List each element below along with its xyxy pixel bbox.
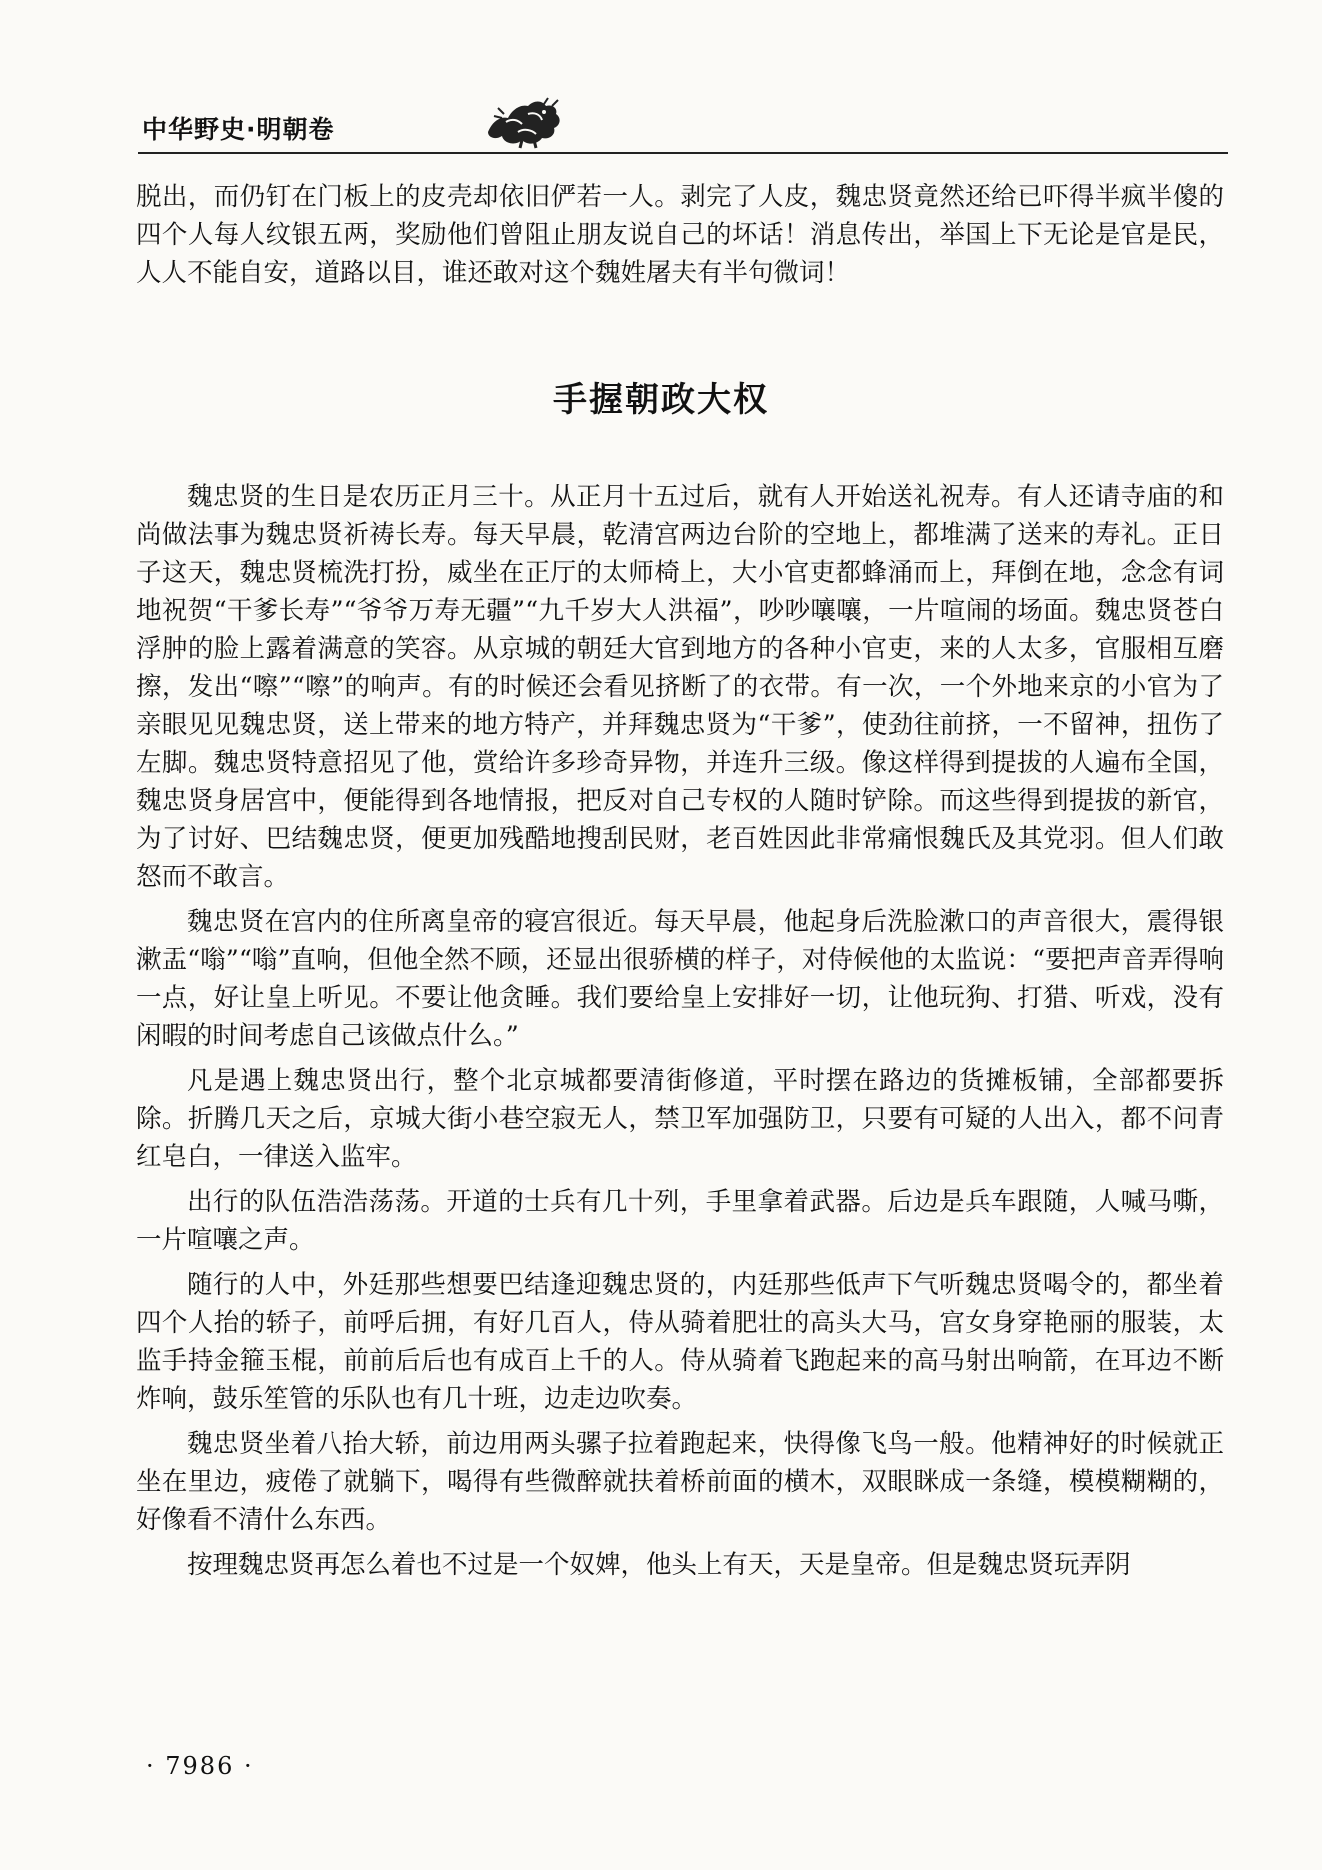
paragraph: 出行的队伍浩浩荡荡。开道的士兵有几十列，手里拿着武器。后边是兵车跟随，人喊马嘶，一片喧嚷之声。	[136, 1187, 1224, 1255]
book-title: 中华野史·明朝卷	[142, 115, 335, 144]
paragraph: 魏忠贤的生日是农历正月三十。从正月十五过后，就有人开始送礼祝寿。有人还请寺庙的和尚做法事为魏忠贤祈祷长寿。每天早晨，乾清宫两边台阶的空地上，都堆满了送来的寿礼。正日子这天，魏忠贤梳洗打扮，威坐在正厅的太师椅上，大小官吏都蜂涌而上，拜倒在地，念念有词地祝贺“干爹长寿”“爷爷万寿无疆”“九千岁大人洪福”，吵吵嚷嚷，一片喧闹的场面。魏忠贤苍白浮肿的脸上露着满意的笑容。从京城的朝廷大官到地方的各种小官吏，来的人太多，官服相互磨擦，发出“嚓”“嚓”的响声。有的时候还会看见挤断了的衣带。有一次，一个外地来京的小官为了亲眼见见魏忠贤，送上带来的地方特产，并拜魏忠贤为“干爹”，使劲往前挤，一不留神，扭伤了左脚。魏忠贤特意招见了他，赏给许多珍奇异物，并连升三级。像这样得到提拔的人遍布全国，魏忠贤身居宫中，便能得到各地情报，把反对自己专权的人随时铲除。而这些得到提拔的新官，为了讨好、巴结魏忠贤，便更加残酷地搜刮民财，老百姓因此非常痛恨魏氏及其党羽。但人们敢怒而不敢言。	[136, 482, 1224, 892]
intro-paragraph: 脱出，而仍钉在门板上的皮壳却依旧俨若一人。剥完了人皮，魏忠贤竟然还给已吓得半疯半傻的四个人每人纹银五两，奖励他们曾阻止朋友说自己的坏话！消息传出，举国上下无论是官是民，人人不能自安，道路以目，谁还敢对这个魏姓屠夫有半句微词！	[136, 182, 1224, 288]
main-text-block	[136, 478, 1224, 1584]
page-number: · 7986 ·	[146, 1752, 254, 1780]
running-header	[138, 92, 1238, 156]
intro-text-block	[136, 178, 1224, 292]
paragraph: 按理魏忠贤再怎么着也不过是一个奴婢，他头上有天，天是皇帝。但是魏忠贤玩弄阴	[187, 1550, 1131, 1580]
paragraph: 凡是遇上魏忠贤出行，整个北京城都要清街修道，平时摆在路边的货摊板铺，全部都要拆除。折腾几天之后，京城大街小巷空寂无人，禁卫军加强防卫，只要有可疑的人出入，都不问青红皂白，一律送入监牢。	[136, 1066, 1224, 1172]
dragon-ornament-icon	[478, 92, 568, 150]
header-rule	[138, 152, 1228, 154]
section-title: 手握朝政大权	[553, 380, 769, 420]
paragraph: 魏忠贤在宫内的住所离皇帝的寝宫很近。每天早晨，他起身后洗脸漱口的声音很大，震得银漱盂“嗡”“嗡”直响，但他全然不顾，还显出很骄横的样子，对侍候他的太监说：“要把声音弄得响一点，好让皇上听见。不要让他贪睡。我们要给皇上安排好一切，让他玩狗、打猎、听戏，没有闲暇的时间考虑自己该做点什么。”	[136, 907, 1224, 1051]
paragraph: 随行的人中，外廷那些想要巴结逢迎魏忠贤的，内廷那些低声下气听魏忠贤喝令的，都坐着四个人抬的轿子，前呼后拥，有好几百人，侍从骑着肥壮的高头大马，宫女身穿艳丽的服装，太监手持金箍玉棍，前前后后也有成百上千的人。侍从骑着飞跑起来的高马射出响箭，在耳边不断炸响，鼓乐笙管的乐队也有几十班，边走边吹奏。	[136, 1270, 1224, 1414]
paragraph: 魏忠贤坐着八抬大轿，前边用两头骡子拉着跑起来，快得像飞鸟一般。他精神好的时候就正坐在里边，疲倦了就躺下，喝得有些微醉就扶着桥前面的横木，双眼眯成一条缝，模模糊糊的，好像看不清什么东西。	[136, 1429, 1224, 1535]
